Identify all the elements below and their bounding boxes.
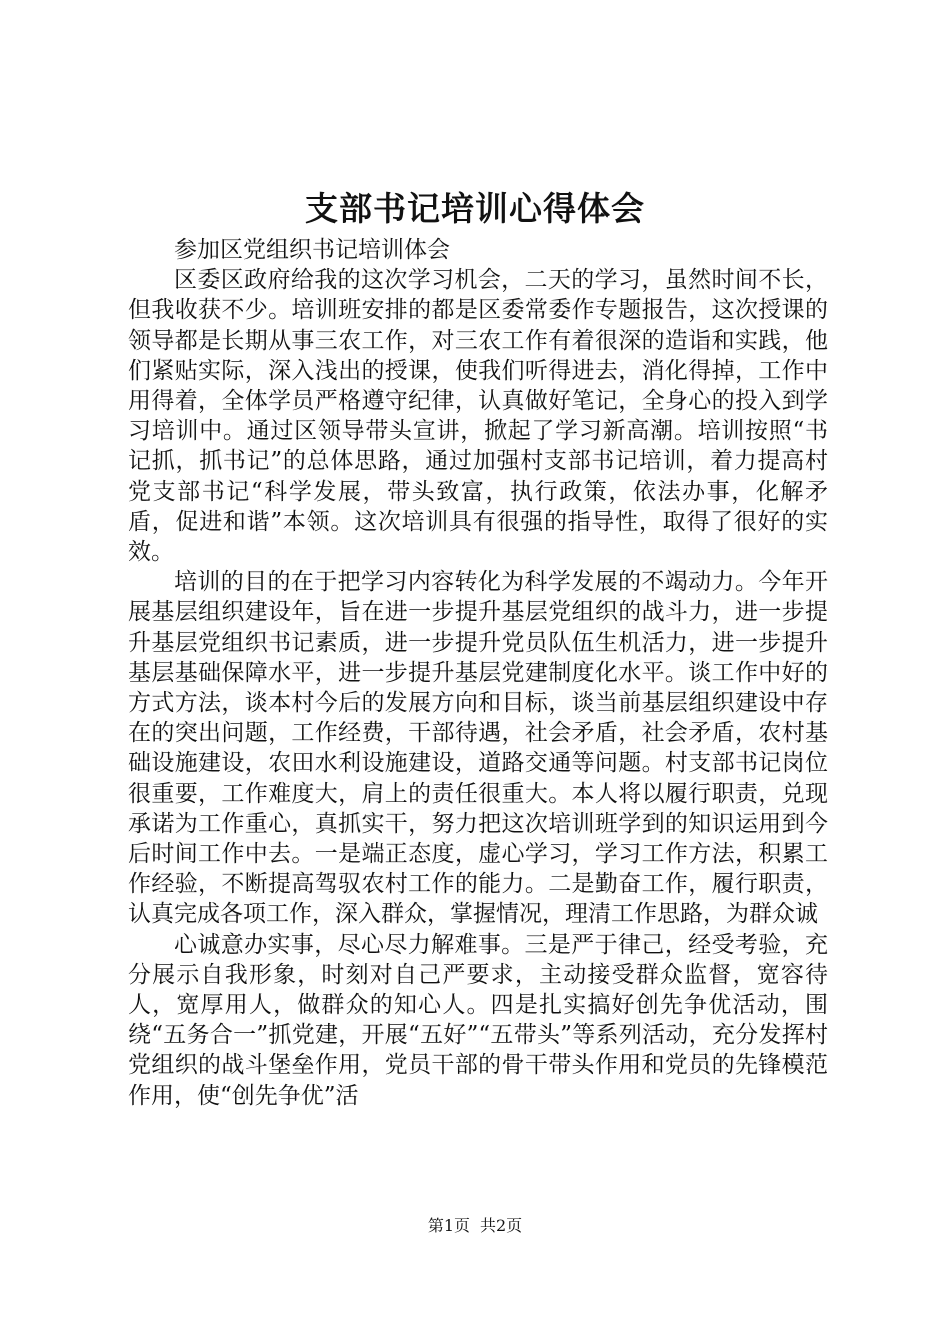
paragraph: 培训的目的在于把学习内容转化为科学发展的不竭动力。今年开展基层组织建设年，旨在进一步提升基层党组织的战斗力，进一步提升基层党组织书记素质，进一步提升党员队伍生机活力，进一步提升基层基础保障水平，进一步提升基层党建制度化水平。谈工作中好的方式方法，谈本村今后的发展方向和目标，谈当前基层组织建设中存在的突出问题，工作经费，干部待遇，社会矛盾，社会矛盾，农村基础设施建设，农田水利设施建设，道路交通等问题。村支部书记岗位很重要，工作难度大，肩上的责任很重大。本人将以履行职责，兑现承诺为工作重心，真抓实干，努力把这次培训班学到的知识运用到今后时间工作中去。一是端正态度，虚心学习，学习工作方法，积累工作经验，不断提高驾驭农村工作的能力。二是勤奋工作，履行职责，认真完成各项工作，深入群众，掌握情况，理清工作思路，为群众诚 (128, 569, 828, 928)
paragraph: 心诚意办实事，尽心尽力解难事。三是严于律己，经受考验，充分展示自我形象，时刻对自己严要求，主动接受群众监督，宽容待人，宽厚用人，做群众的知心人。四是扎实搞好创先争优活动，围绕“五务合一”抓党建，开展“五好”“五带头”等系列活动，充分发挥村党组织的战斗堡垒作用，党员干部的骨干带头作用和党员的先锋模范作用，使“创先争优”活 (128, 931, 828, 1109)
page-number-total: 共2页 (480, 1216, 523, 1235)
document-body (128, 235, 828, 1111)
document-title: 支部书记培训心得体会 (305, 189, 645, 228)
page-footer (0, 1214, 950, 1238)
paragraph: 区委区政府给我的这次学习机会，二天的学习，虽然时间不长，但我收获不少。培训班安排的都是区委常委作专题报告，这次授课的领导都是长期从事三农工作，对三农工作有着很深的造诣和实践，他们紧贴实际，深入浅出的授课，使我们听得进去，消化得掉，工作中用得着，全体学员严格遵守纪律，认真做好笔记，全身心的投入到学习培训中。通过区领导带头宣讲，掀起了学习新高潮。培训按照“书记抓，抓书记”的总体思路，通过加强村支部书记培训，着力提高村党支部书记“科学发展，带头致富，执行政策，依法办事，化解矛盾，促进和谐”本领。这次培训具有很强的指导性，取得了很好的实效。 (128, 267, 828, 566)
paragraph-subtitle: 参加区党组织书记培训体会 (174, 237, 450, 263)
page-number-current: 第1页 (427, 1216, 470, 1235)
